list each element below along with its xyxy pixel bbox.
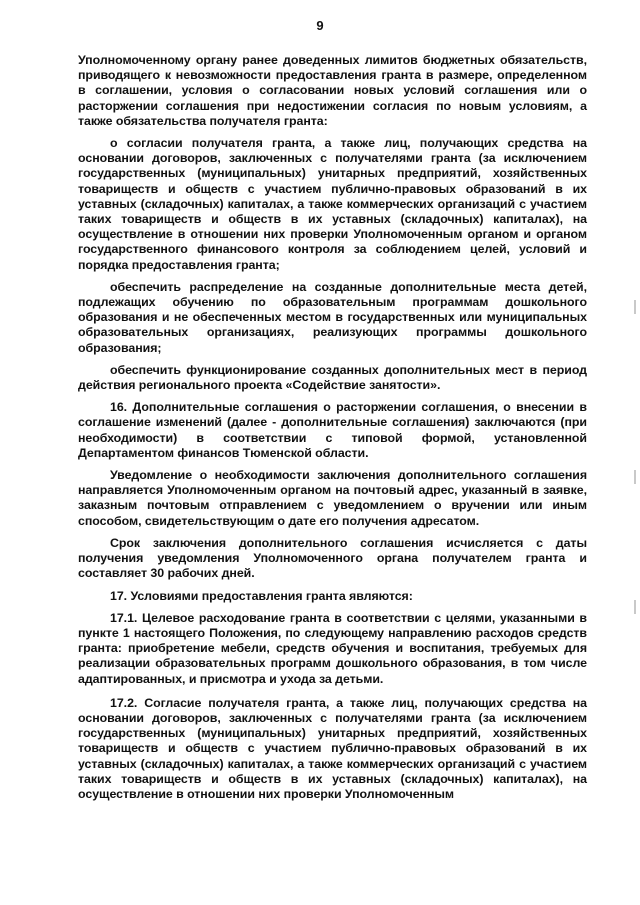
- paragraph-16-additional-agreements: 16. Дополнительные соглашения о расторжении соглашения, о внесении в соглашение изменений (далее - дополнительные соглашения) заключаются (при необходимости) в соответствии с типовой формой, установленной Департаментом финансов Тюменской области.: [78, 400, 587, 460]
- scan-edge-mark: [634, 470, 636, 484]
- paragraph-continuation: Уполномоченному органу ранее доведенных лимитов бюджетных обязательств, приводящего к невозможности предоставления гранта в размере, определенном в соглашении, условия о согласовании новых условий соглашения или о расторжении соглашения при недостижении согласия по новым условиям, а также обязательства получателя гранта:: [78, 53, 587, 128]
- paragraph-notification: Уведомление о необходимости заключения дополнительного соглашения направляется Уполномоченным органом на почтовый адрес, указанный в заявке, заказным почтовым отправлением с уведомлением о вручении или иным способом, свидетельствующим о дате его получения адресатом.: [78, 468, 587, 528]
- paragraph-functioning-places: обеспечить функционирование созданных дополнительных мест в период действия регионального проекта «Содействие занятости».: [78, 362, 587, 393]
- scan-edge-mark: [634, 300, 636, 314]
- paragraph-distribution-places: обеспечить распределение на созданные дополнительные места детей, подлежащих обучению по образовательным программам дошкольного образования и не обеспеченных местом в государственных или муниципальных образовательных организациях, реализующих программы дошкольного образования;: [78, 279, 587, 355]
- paragraph-consent-verification: о согласии получателя гранта, а также лиц, получающих средства на основании договоров, заключенных с получателями гранта (за исключением государственных (муниципальных) унитарных предприятий, хозяйственных товариществ и обществ с участием публично-правовых образований в их уставных (складочных) капиталах, а также коммерческих организаций с участием таких товариществ и обществ в их уставных (складочных) капиталах), на осуществление в отношении них проверки Уполномоченным органом и органом государственного финансового контроля за соблюдением целей, условий и порядка предоставления гранта;: [78, 136, 587, 272]
- paragraph-17-1: 17.1. Целевое расходование гранта в соответствии с целями, указанными в пункте 1 настоящего Положения, по следующему направлению расходов средств гранта: приобретение мебели, средств обучения и воспитания, требуемых для реализации образовательных программ дошкольного образования, в том числе адаптированных, и присмотра и ухода за детьми.: [78, 610, 587, 686]
- paragraph-term: Срок заключения дополнительного соглашения исчисляется с даты получения уведомления Уполномоченного органа получателем гранта и составляет 30 рабочих дней.: [78, 535, 587, 581]
- paragraph-17-conditions: 17. Условиями предоставления гранта являются:: [110, 588, 413, 603]
- document-body: [78, 53, 587, 802]
- paragraph-17-2: 17.2. Согласие получателя гранта, а также лиц, получающих средства на основании договоров, заключенных с получателями гранта (за исключением государственных (муниципальных) унитарных предприятий, хозяйственных товариществ и обществ с участием публично-правовых образований в их уставных (складочных) капиталах, а также коммерческих организаций с участием таких товариществ и обществ в их уставных (складочных) капиталах), на осуществление в отношении них проверки Уполномоченным: [78, 695, 587, 801]
- page-number: 9: [316, 18, 324, 33]
- scan-edge-mark: [634, 600, 636, 614]
